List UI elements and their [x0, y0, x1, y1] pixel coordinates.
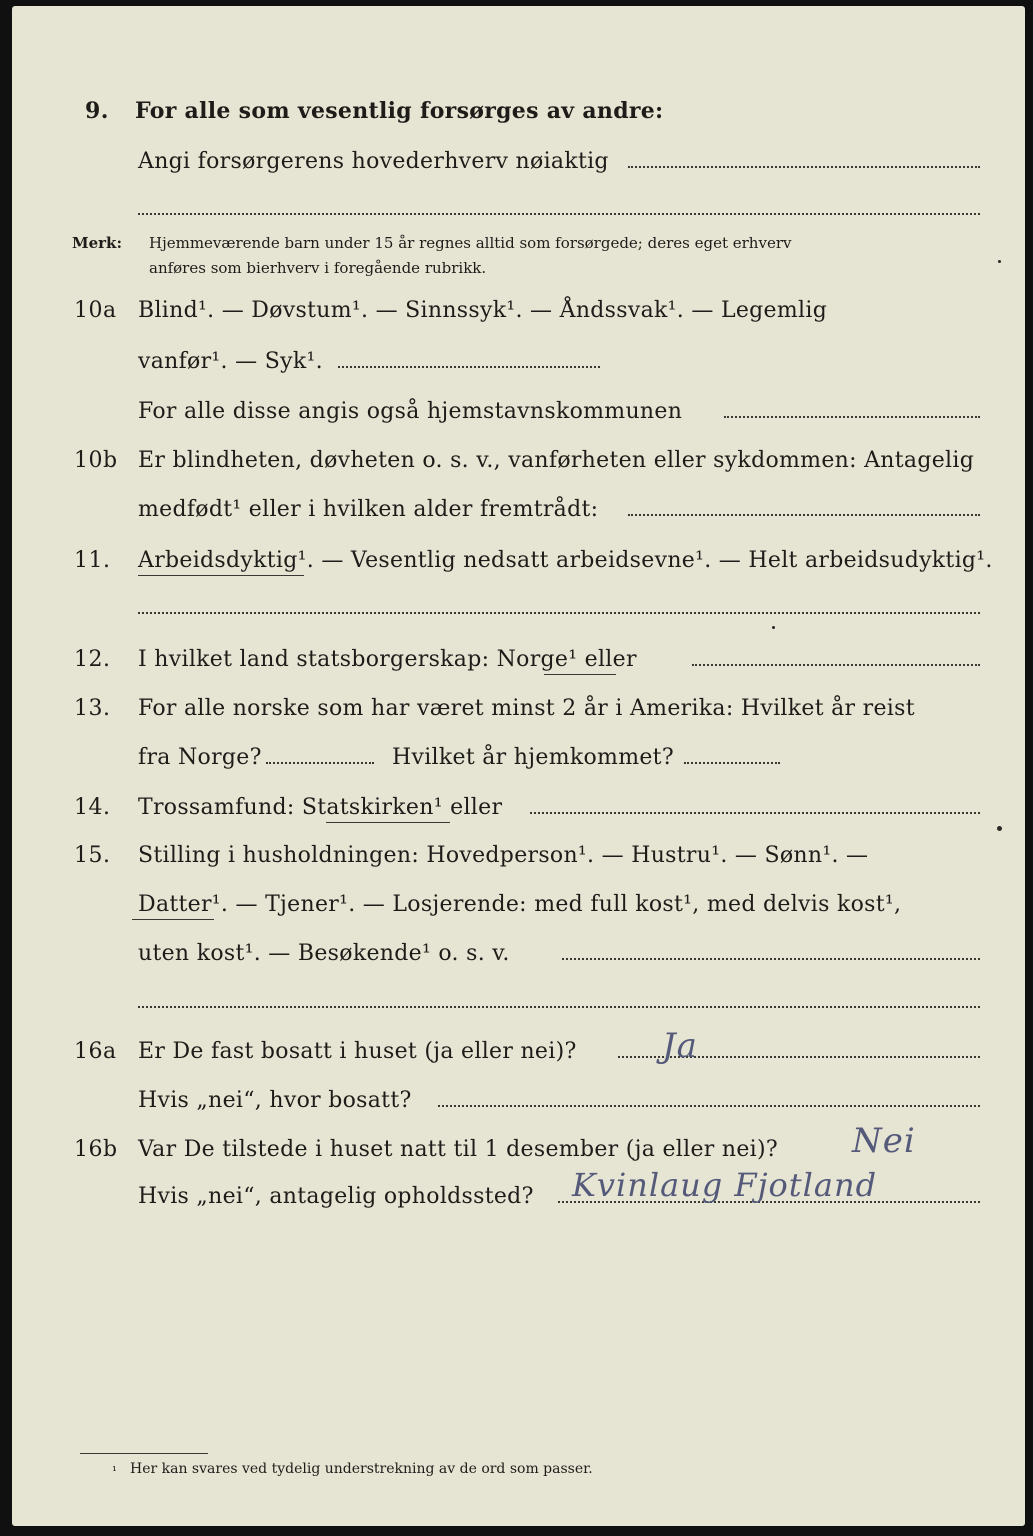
q10a-number: 10a	[74, 298, 117, 323]
footnote-text: Her kan svares ved tydelig understrekning av de ord som passer.	[130, 1461, 593, 1477]
form-page	[12, 6, 1025, 1526]
q12-number: 12.	[74, 647, 111, 672]
footnote-rule	[80, 1453, 208, 1454]
q14-underline-statskirken	[326, 822, 450, 823]
q16b-number: 16b	[74, 1137, 118, 1162]
q15-answer-line-2[interactable]	[138, 1006, 980, 1008]
paper-speck	[997, 826, 1002, 831]
q13-hjemkommet-line[interactable]	[684, 762, 780, 764]
q16b-line2: Hvis „nei“, antagelig opholdssted?	[138, 1184, 534, 1209]
merk-label: Merk:	[72, 234, 122, 252]
q16a-handwritten-answer: Ja	[662, 1026, 698, 1066]
paper-speck	[772, 626, 775, 629]
q9-answer-line[interactable]	[628, 166, 980, 168]
q16b-handwritten-opholdssted: Kvinlaug Fjotland	[572, 1166, 878, 1204]
footnote-mark: ¹	[112, 1464, 117, 1478]
q14-answer-line[interactable]	[530, 812, 980, 814]
q16a-line2: Hvis „nei“, hvor bosatt?	[138, 1088, 412, 1113]
paper-speck	[998, 260, 1001, 263]
q11-line1: Arbeidsdyktig¹. — Vesentlig nedsatt arbeidsevne¹. — Helt arbeidsudyktig¹.	[138, 548, 993, 573]
q11-answer-line[interactable]	[138, 612, 980, 614]
q15-line1: Stilling i husholdningen: Hovedperson¹. — Hustru¹. — Sønn¹. —	[138, 843, 869, 868]
q12-line1: I hvilket land statsborgerskap: Norge¹ eller	[138, 647, 637, 672]
q10b-answer-line[interactable]	[628, 514, 980, 516]
q9-number: 9.	[85, 98, 109, 124]
q16a-number: 16a	[74, 1039, 117, 1064]
q10b-line1: Er blindheten, døvheten o. s. v., vanførheten eller sykdommen: Antagelig	[138, 448, 975, 473]
q13-number: 13.	[74, 696, 111, 721]
q13-line1: For alle norske som har været minst 2 år i Amerika: Hvilket år reist	[138, 696, 915, 721]
q15-answer-line[interactable]	[562, 958, 980, 960]
q12-answer-line[interactable]	[692, 664, 980, 666]
q15-underline-datter	[132, 919, 214, 920]
q13-line2a: fra Norge?	[138, 745, 262, 770]
q16a-line1: Er De fast bosatt i huset (ja eller nei)?	[138, 1039, 577, 1064]
q10b-number: 10b	[74, 448, 118, 473]
q14-number: 14.	[74, 795, 111, 820]
q13-reist-line[interactable]	[266, 762, 374, 764]
q10b-line2: medfødt¹ eller i hvilken alder fremtrådt:	[138, 497, 599, 522]
q12-underline-norge	[544, 674, 616, 675]
q9-line1: For alle som vesentlig forsørges av andre:	[135, 98, 664, 124]
q15-line3: uten kost¹. — Besøkende¹ o. s. v.	[138, 941, 510, 966]
q16b-handwritten-answer: Nei	[852, 1121, 916, 1161]
q10a-line3: For alle disse angis også hjemstavnskommunen	[138, 399, 683, 424]
merk-line1: Hjemmeværende barn under 15 år regnes alltid som forsørgede; deres eget erhverv	[149, 234, 792, 252]
q9-line2: Angi forsørgerens hovederhverv nøiaktig	[138, 149, 609, 174]
q14-line1: Trossamfund: Statskirken¹ eller	[138, 795, 503, 820]
q11-underline-arbeidsdyktig	[138, 575, 304, 576]
merk-line2: anføres som bierhverv i foregående rubrikk.	[149, 259, 487, 277]
q15-line2: Datter¹. — Tjener¹. — Losjerende: med full kost¹, med delvis kost¹,	[138, 892, 902, 917]
q10a-line2: vanfør¹. — Syk¹.	[138, 349, 323, 374]
q15-number: 15.	[74, 843, 111, 868]
q10a-hjemstavn-line[interactable]	[724, 416, 980, 418]
q9-answer-line-2[interactable]	[138, 213, 980, 215]
q10a-line1: Blind¹. — Døvstum¹. — Sinnssyk¹. — Åndssvak¹. — Legemlig	[138, 298, 828, 323]
q11-number: 11.	[74, 548, 111, 573]
q16b-line1: Var De tilstede i huset natt til 1 desember (ja eller nei)?	[138, 1137, 778, 1162]
q13-line2b: Hvilket år hjemkommet?	[392, 745, 674, 770]
q16a-bosatt-line[interactable]	[438, 1105, 980, 1107]
q10a-syk-line[interactable]	[338, 366, 600, 368]
